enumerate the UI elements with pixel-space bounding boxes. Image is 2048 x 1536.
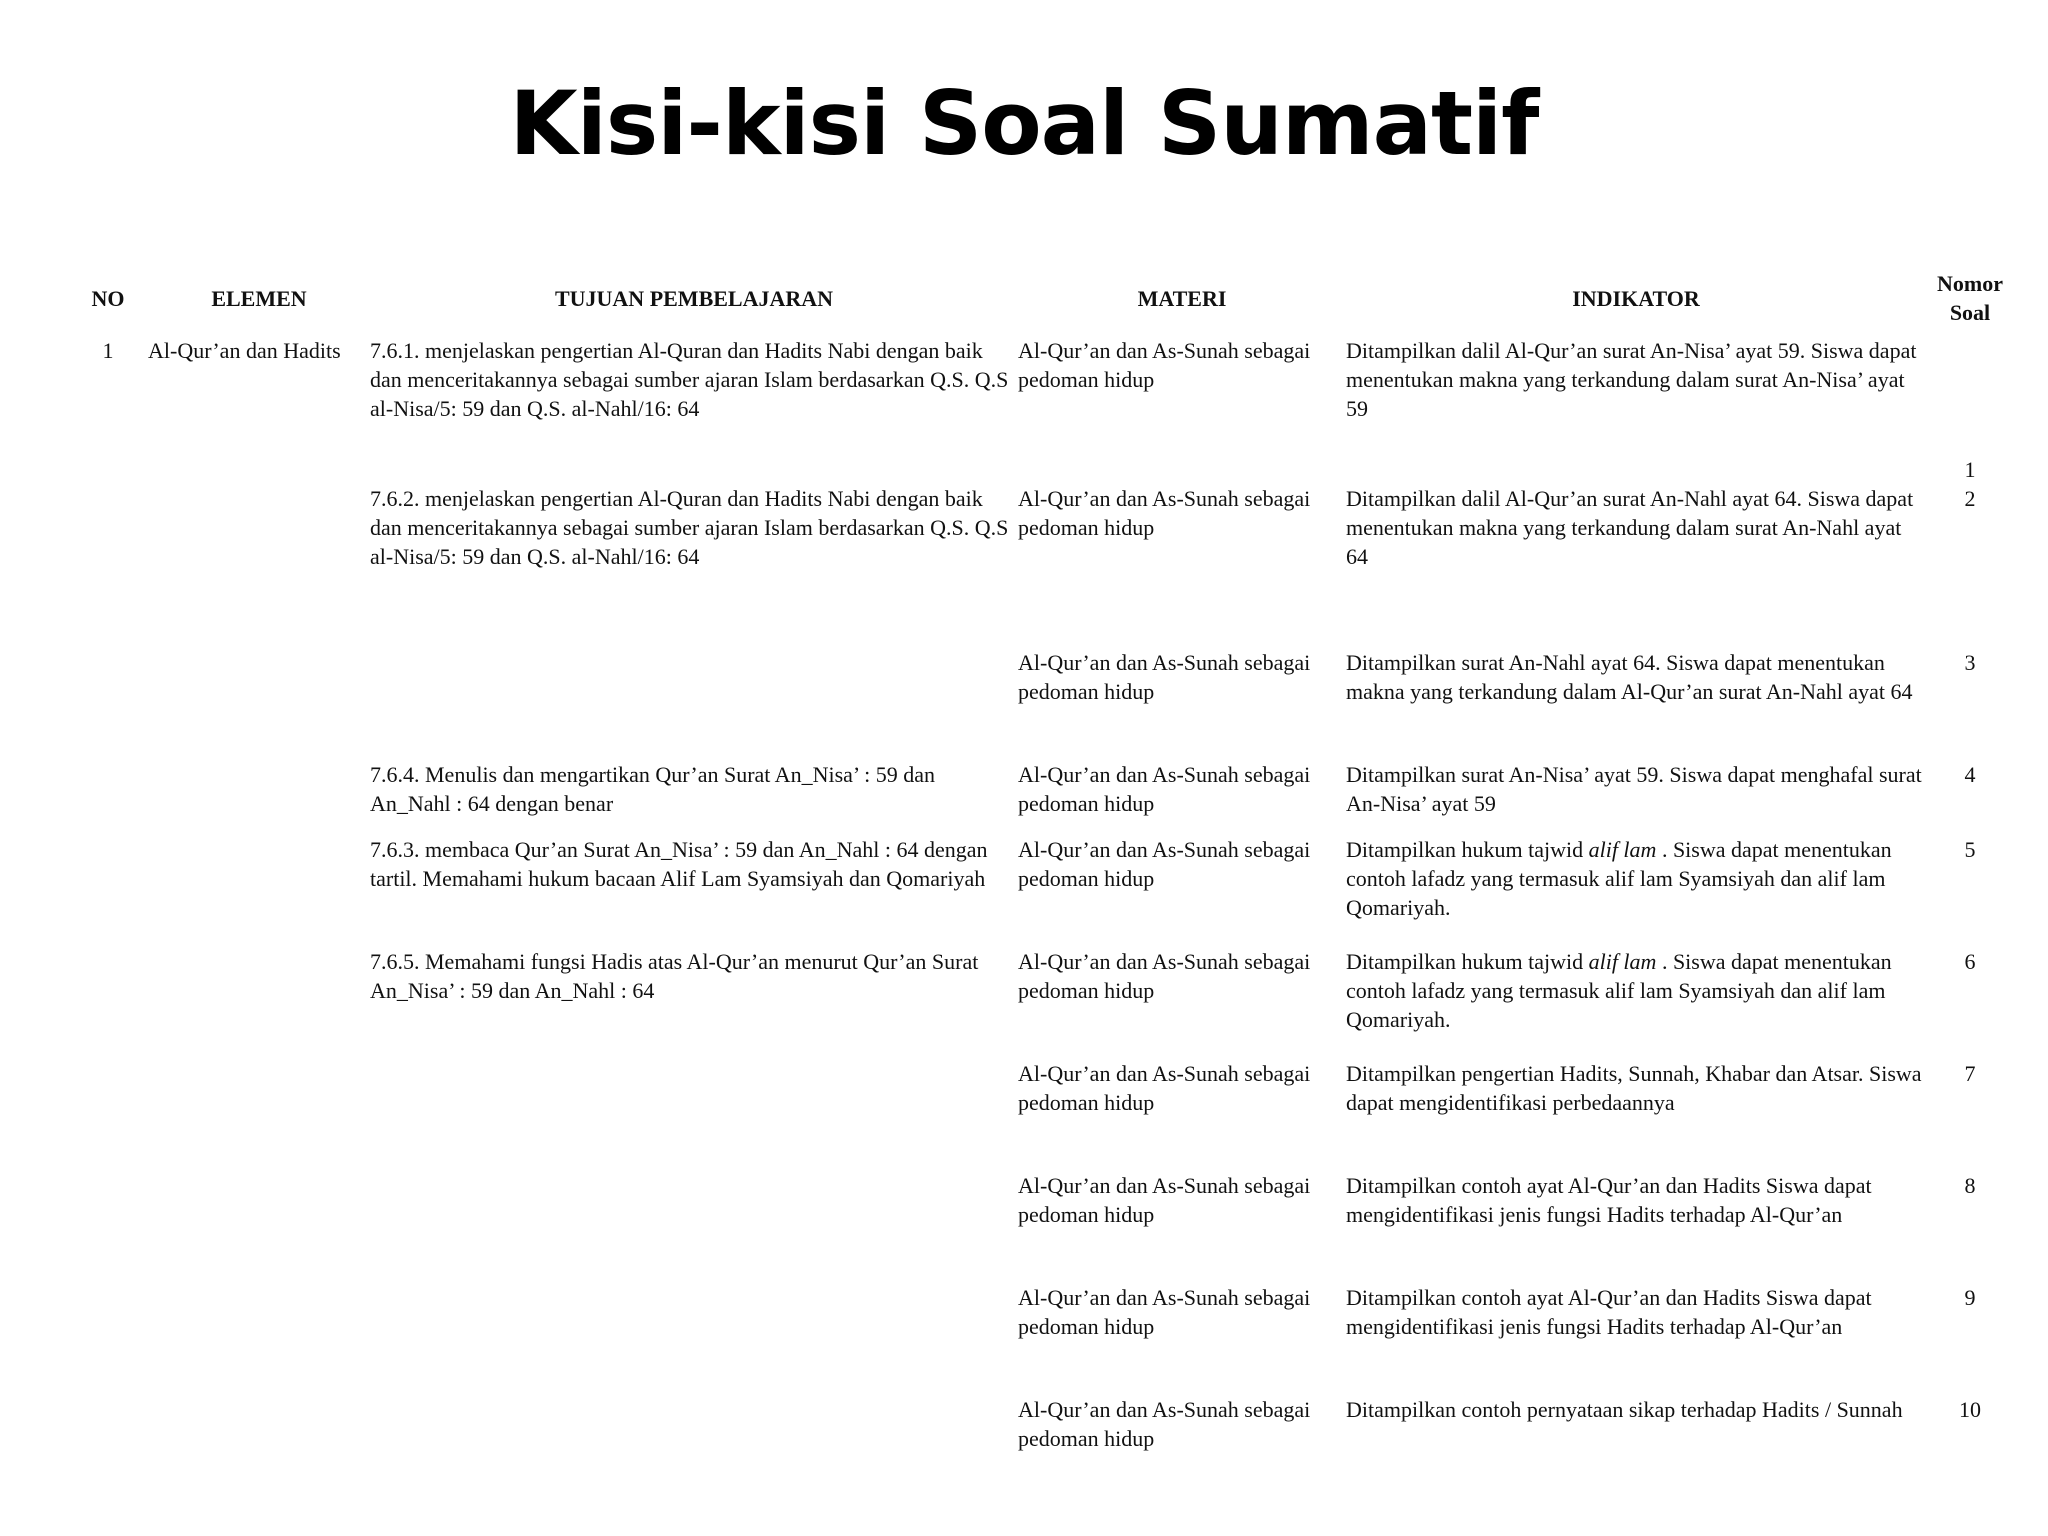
indikator-text-italic: alif lam <box>1588 837 1657 862</box>
header-indikator: INDIKATOR <box>1572 285 1700 311</box>
table-row <box>68 835 2014 947</box>
table-row <box>68 484 2014 648</box>
indikator-text-post: . Siswa dapat menentukan contoh lafadz yang termasuk alif lam Syamsiyah dan alif lam Qomariyah. <box>1346 949 1892 1032</box>
cell-nomor-soal: 5 <box>1964 837 1976 862</box>
cell-tujuan <box>370 1171 1018 1283</box>
cell-nomor-soal: 4 <box>1964 762 1976 787</box>
cell-nomor-soal: 2 <box>1964 486 1976 511</box>
cell-tujuan <box>370 1283 1018 1395</box>
cell-tujuan: 7.6.5. Memahami fungsi Hadis atas Al-Qur’an menurut Qur’an Surat An_Nisa’ : 59 dan An_Nahl : 64 <box>370 949 979 1003</box>
cell-indikator: Ditampilkan contoh ayat Al-Qur’an dan Hadits Siswa dapat mengidentifikasi jenis fungsi Hadits terhadap Al-Qur’an <box>1346 1285 1872 1339</box>
cell-tujuan: 7.6.2. menjelaskan pengertian Al-Quran dan Hadits Nabi dengan baik dan menceritakannya sebagai sumber ajaran Islam berdasarkan Q.S. Q.S al-Nisa/5: 59 dan Q.S. al-Nahl/16: 64 <box>370 486 1009 569</box>
cell-tujuan <box>370 648 1018 760</box>
cell-elemen <box>148 484 370 648</box>
cell-elemen <box>148 1171 370 1283</box>
indikator-text-italic: alif lam <box>1588 949 1657 974</box>
cell-nomor-soal: 8 <box>1964 1173 1976 1198</box>
header-tujuan: TUJUAN PEMBELAJARAN <box>554 285 834 311</box>
cell-indikator: Ditampilkan pengertian Hadits, Sunnah, Khabar dan Atsar. Siswa dapat mengidentifikasi perbedaannya <box>1346 1061 1922 1115</box>
cell-materi: Al-Qur’an dan As-Sunah sebagai pedoman hidup <box>1018 1061 1311 1115</box>
cell-elemen: Al-Qur’an dan Hadits <box>148 338 341 363</box>
cell-tujuan: 7.6.1. menjelaskan pengertian Al-Quran dan Hadits Nabi dengan baik dan menceritakannya sebagai sumber ajaran Islam berdasarkan Q.S. Q.S al-Nisa/5: 59 dan Q.S. al-Nahl/16: 64 <box>370 338 1009 421</box>
table-row <box>68 760 2014 835</box>
table-header-row <box>68 266 2014 336</box>
cell-tujuan: 7.6.4. Menulis dan mengartikan Qur’an Surat An_Nisa’ : 59 dan An_Nahl : 64 dengan benar <box>370 762 935 816</box>
page-title: Kisi-kisi Soal Sumatif <box>509 72 1539 175</box>
cell-no <box>68 835 148 947</box>
cell-tujuan <box>370 1395 1018 1495</box>
cell-no <box>68 760 148 835</box>
cell-indikator: Ditampilkan dalil Al-Qur’an surat An-Nisa’ ayat 59. Siswa dapat menentukan makna yang terkandung dalam surat An-Nisa’ ayat 59 <box>1346 338 1917 421</box>
cell-nomor-soal: 1 <box>1964 457 1976 482</box>
cell-no <box>68 1171 148 1283</box>
header-materi: MATERI <box>1137 285 1227 311</box>
cell-indikator: Ditampilkan surat An-Nisa’ ayat 59. Siswa dapat menghafal surat An-Nisa’ ayat 59 <box>1346 762 1922 816</box>
kisi-kisi-table <box>68 266 2014 1495</box>
cell-nomor-soal: 7 <box>1964 1061 1976 1086</box>
cell-indikator <box>1346 947 1926 1059</box>
cell-indikator: Ditampilkan contoh ayat Al-Qur’an dan Hadits Siswa dapat mengidentifikasi jenis fungsi Hadits terhadap Al-Qur’an <box>1346 1173 1872 1227</box>
cell-tujuan <box>370 1059 1018 1171</box>
cell-materi: Al-Qur’an dan As-Sunah sebagai pedoman hidup <box>1018 949 1311 1003</box>
cell-no <box>68 648 148 760</box>
cell-elemen <box>148 835 370 947</box>
cell-materi: Al-Qur’an dan As-Sunah sebagai pedoman hidup <box>1018 762 1311 816</box>
cell-nomor-soal: 3 <box>1964 650 1976 675</box>
cell-indikator: Ditampilkan dalil Al-Qur’an surat An-Nahl ayat 64. Siswa dapat menentukan makna yang terkandung dalam surat An-Nahl ayat 64 <box>1346 486 1914 569</box>
cell-materi: Al-Qur’an dan As-Sunah sebagai pedoman hidup <box>1018 338 1311 392</box>
table-row <box>68 648 2014 760</box>
indikator-text-pre: Ditampilkan hukum tajwid <box>1346 837 1589 862</box>
table-row <box>68 947 2014 1059</box>
indikator-text-post: . Siswa dapat menentukan contoh lafadz yang termasuk alif lam Syamsiyah dan alif lam Qomariyah. <box>1346 837 1892 920</box>
cell-nomor-soal: 6 <box>1964 949 1976 974</box>
cell-elemen <box>148 1395 370 1495</box>
cell-elemen <box>148 1283 370 1395</box>
header-nomor-line2: Soal <box>1949 300 1991 325</box>
cell-indikator: Ditampilkan contoh pernyataan sikap terhadap Hadits / Sunnah <box>1346 1397 1903 1422</box>
cell-no <box>68 1395 148 1495</box>
cell-tujuan: 7.6.3. membaca Qur’an Surat An_Nisa’ : 59 dan An_Nahl : 64 dengan tartil. Memahami hukum bacaan Alif Lam Syamsiyah dan Qomariyah <box>370 837 988 891</box>
cell-no <box>68 1059 148 1171</box>
cell-elemen <box>148 947 370 1059</box>
cell-no <box>68 484 148 648</box>
cell-materi: Al-Qur’an dan As-Sunah sebagai pedoman hidup <box>1018 1397 1311 1451</box>
header-nomor-line1: Nomor <box>1937 271 2003 296</box>
cell-nomor-soal: 9 <box>1964 1285 1976 1310</box>
header-elemen: ELEMEN <box>211 285 307 311</box>
table-row <box>68 1395 2014 1495</box>
cell-indikator <box>1346 835 1926 947</box>
cell-no <box>68 1283 148 1395</box>
cell-materi: Al-Qur’an dan As-Sunah sebagai pedoman hidup <box>1018 486 1311 540</box>
header-no: NO <box>91 285 125 311</box>
cell-materi: Al-Qur’an dan As-Sunah sebagai pedoman hidup <box>1018 837 1311 891</box>
cell-materi: Al-Qur’an dan As-Sunah sebagai pedoman hidup <box>1018 650 1311 704</box>
table-row <box>68 1283 2014 1395</box>
cell-nomor-soal: 10 <box>1959 1397 1981 1422</box>
cell-materi: Al-Qur’an dan As-Sunah sebagai pedoman hidup <box>1018 1285 1311 1339</box>
cell-no: 1 <box>102 338 114 363</box>
table-row <box>68 1171 2014 1283</box>
cell-elemen <box>148 648 370 760</box>
cell-elemen <box>148 1059 370 1171</box>
table-row <box>68 336 2014 484</box>
cell-materi: Al-Qur’an dan As-Sunah sebagai pedoman hidup <box>1018 1173 1311 1227</box>
cell-elemen <box>148 760 370 835</box>
cell-no <box>68 947 148 1059</box>
header-nomor-soal <box>1926 266 2014 336</box>
table-row <box>68 1059 2014 1171</box>
cell-indikator: Ditampilkan surat An-Nahl ayat 64. Siswa dapat menentukan makna yang terkandung dalam Al-Qur’an surat An-Nahl ayat 64 <box>1346 650 1913 704</box>
indikator-text-pre: Ditampilkan hukum tajwid <box>1346 949 1589 974</box>
